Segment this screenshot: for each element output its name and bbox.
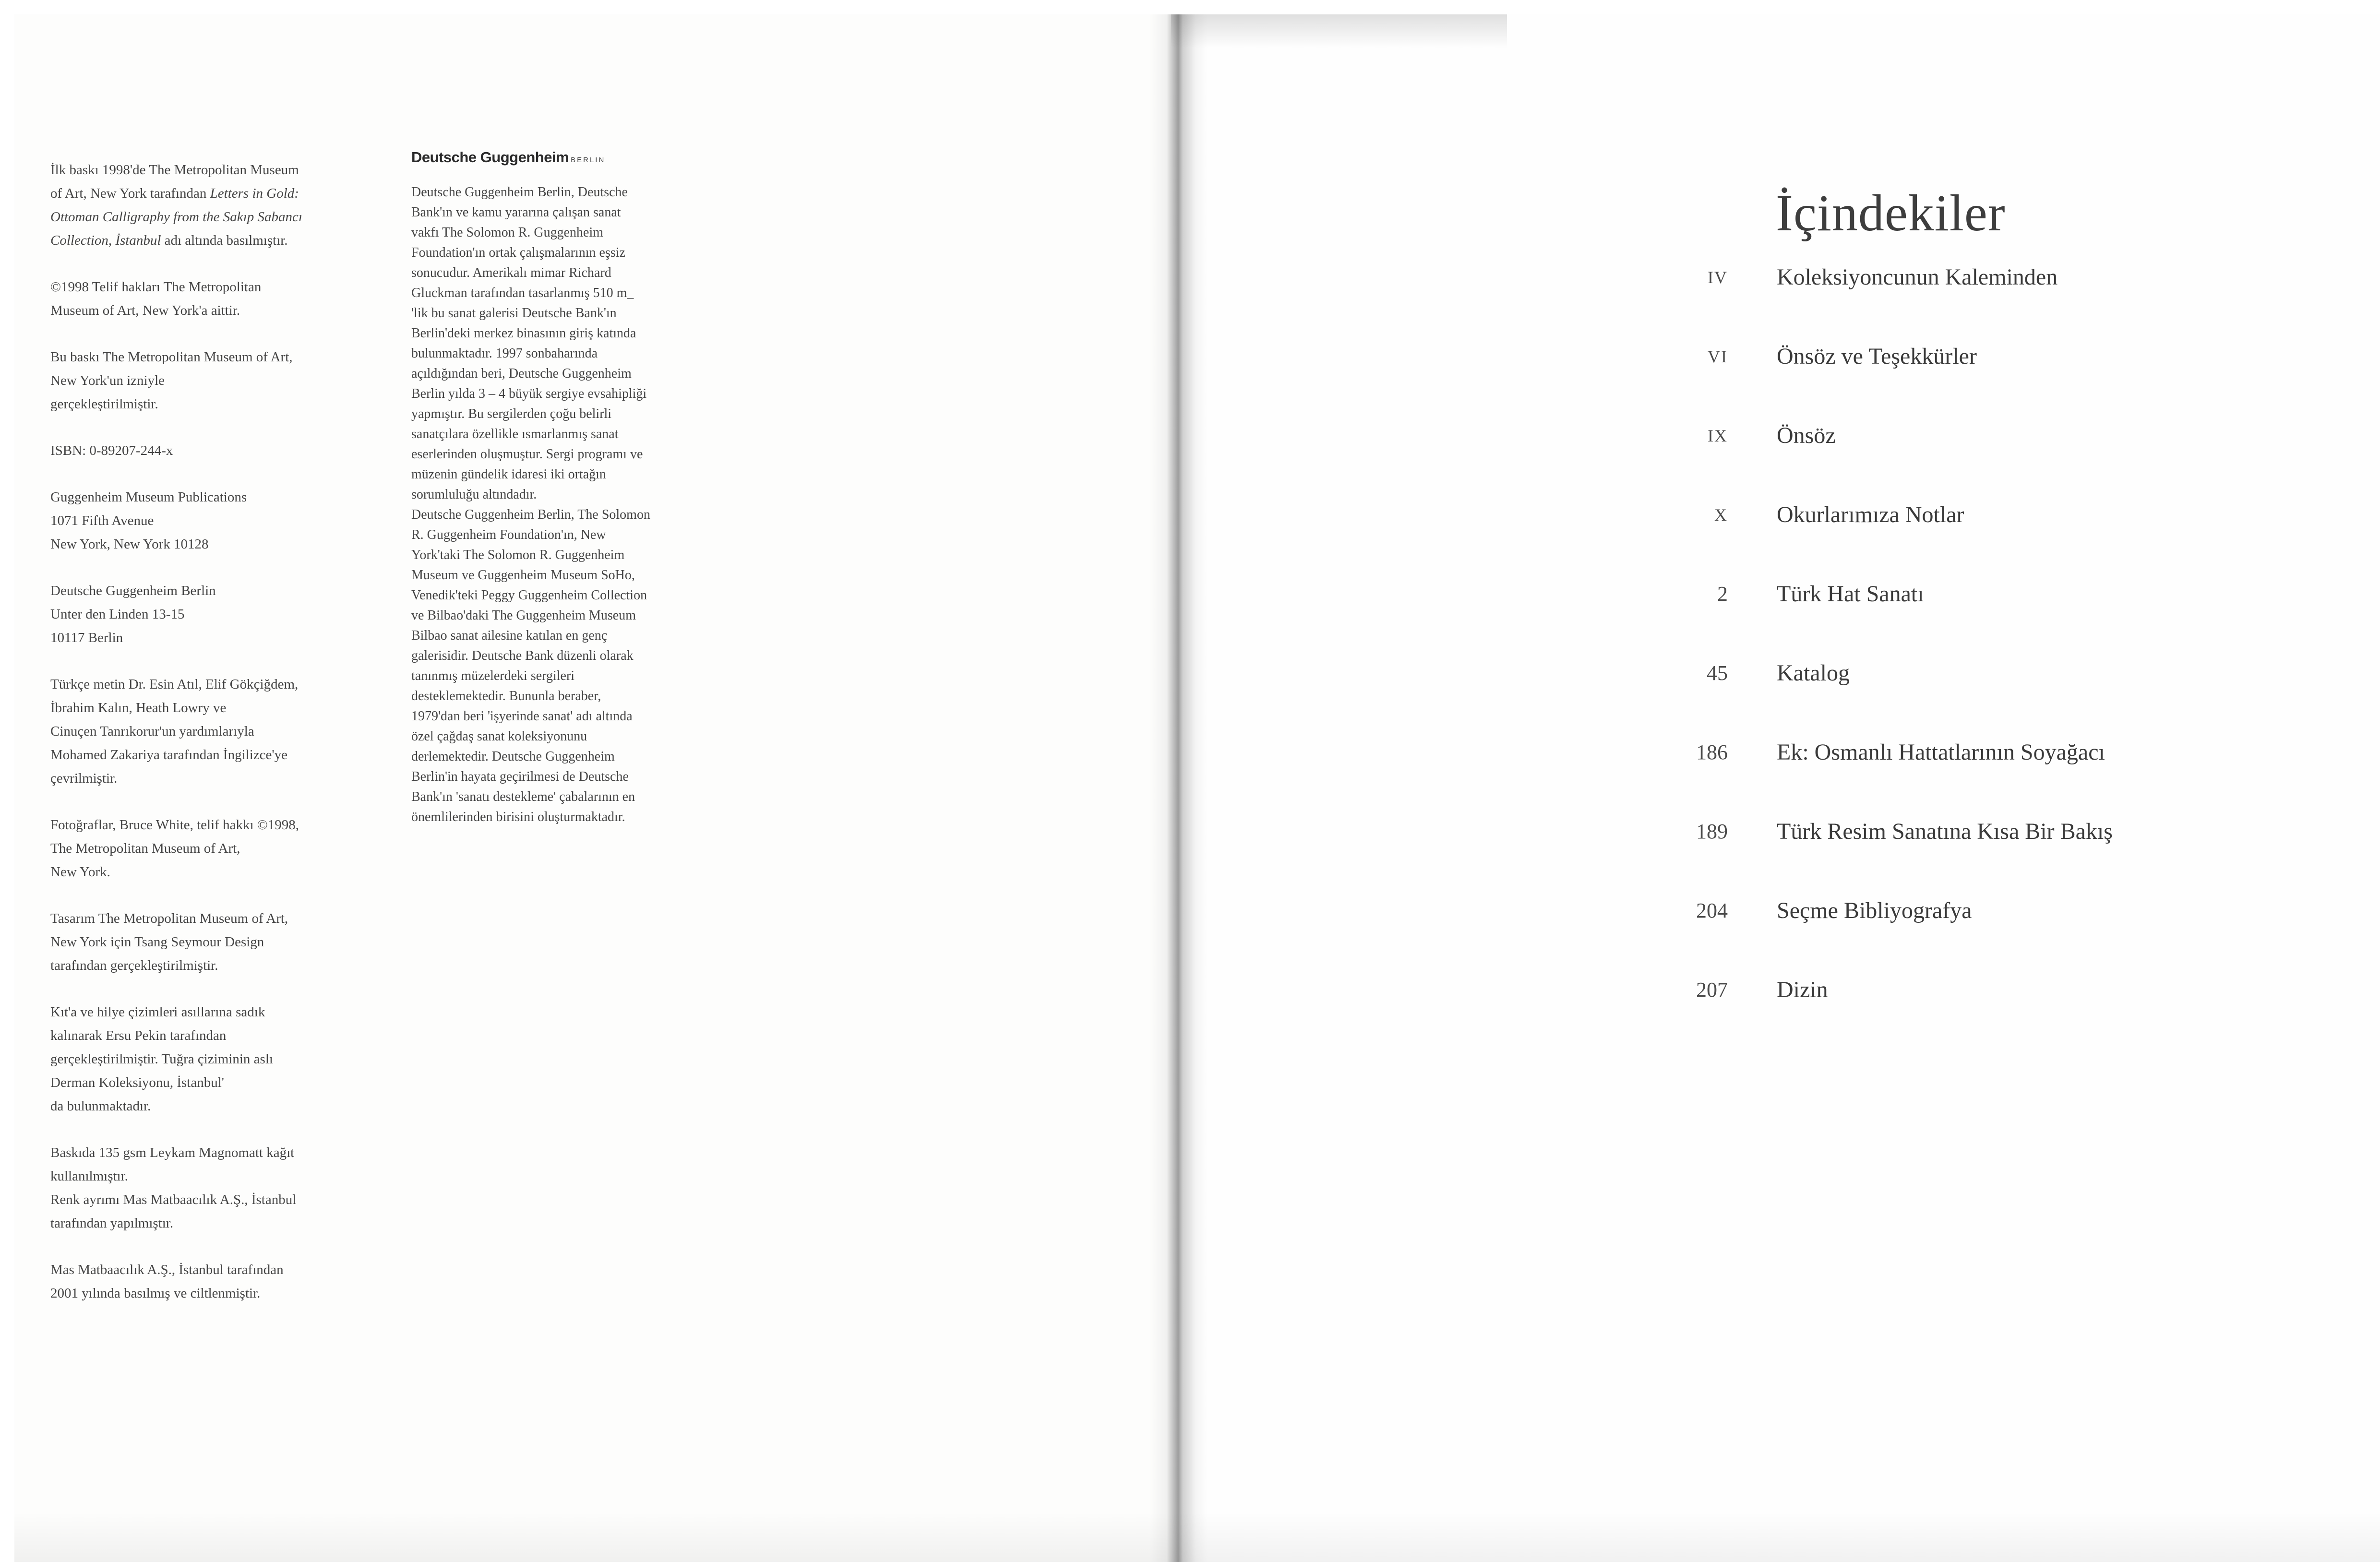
toc-entry[interactable] [1651,971,2304,1009]
colophon-permission: Bu baskı The Metropolitan Museum of Art, New York'un izniyle gerçekleştirilmiştir. [50,349,293,412]
book-gutter [1149,14,1207,1562]
toc-entry[interactable] [1651,496,2304,534]
toc-entry[interactable] [1651,337,2304,376]
colophon-isbn: ISBN: 0-89207-244-x [50,443,173,458]
toc-page-number: 189 [1696,820,1728,843]
toc-page-number: 207 [1696,978,1728,1002]
colophon-copyright: ©1998 Telif hakları The Metropolitan Museum of Art, New York'a aittir. [50,279,262,318]
colophon-photographs: Fotoğraflar, Bruce White, telif hakkı ©1998, The Metropolitan Museum of Art, New York. [50,817,299,880]
toc-page-number: IX [1708,426,1728,445]
page-edge-shadow [1171,14,1507,48]
toc-entry-label: Okurlarımıza Notlar [1777,502,1964,527]
guggenheim-section [411,149,728,827]
colophon-paper: Baskıda 135 gsm Leykam Magnomatt kağıt kullanılmıştır. Renk ayrımı Mas Matbaacılık A.Ş., İstanbul tarafından yapılmıştır. [50,1145,297,1231]
brand-city: BERLIN [571,156,606,164]
toc-page-number: 204 [1696,899,1728,922]
toc-entry-label: Ek: Osmanlı Hattatlarının Soyağacı [1777,739,2105,765]
page-bottom-shadow [14,1512,2380,1562]
toc-entry-label: Türk Hat Sanatı [1777,581,1924,607]
toc-page-number: 45 [1707,661,1728,685]
colophon-publisher-address: Guggenheim Museum Publications 1071 Fifth Avenue New York, New York 10128 [50,489,247,552]
toc-page-number: VI [1708,347,1728,366]
toc-entry[interactable] [1651,733,2304,772]
colophon [50,158,377,1328]
toc-entry-label: Önsöz ve Teşekkürler [1777,344,1977,369]
colophon-first-edition [50,158,377,252]
colophon-text: İlk baskı 1998'de The Metropolitan Museum of Art, New York tarafından [50,162,299,201]
guggenheim-description: Deutsche Guggenheim Berlin, Deutsche Bank'ın ve kamu yararına çalışan sanat vakfı The Solomon R. Guggenheim Foundation'ın ortak çalışmalarının eşsiz sonucudur. Amerikalı mimar Richard Gluckman tarafından tasarlanmış 510 m_ 'lik bu sanat galerisi Deutsche Bank'ın Berlin'deki merkez binasının giriş katında bulunmaktadır. 1997 sonbaharında açıldığından beri, Deutsche Guggenheim Berlin yılda 3 – 4 büyük sergiye evsahipliği yapmıştır. Bu sergilerden çoğu belirli sanatçılara özellikle ısmarlanmış sanat eserlerinden oluşmuştur. Sergi programı ve müzenin gündelik idaresi iki ortağın sorumluluğu altındadır. Deutsche Guggenheim Berlin, The Solomon R. Guggenheim Foundation'ın, New York'taki The Solomon R. Guggenheim Museum ve Guggenheim Museum SoHo, Venedik'teki Peggy Guggenheim Collection ve Bilbao'daki The Guggenheim Museum Bilbao sanat ailesine katılan en genç galerisidir. Deutsche Bank düzenli olarak tanınmış müzelerdeki sergileri desteklemektedir. Bununla beraber, 1979'dan beri 'işyerinde sanat' adı altında özel çağdaş sanat koleksiyonunu derlemektedir. Deutsche Guggenheim Berlin'in hayata geçirilmesi de Deutsche Bank'ın 'sanatı destekleme' çabalarının en önemlilerinden birisini oluşturmaktadır. [411,185,650,824]
toc-page-number: IV [1708,268,1728,287]
toc-entry[interactable] [1651,812,2304,851]
colophon-translation: Türkçe metin Dr. Esin Atıl, Elif Gökçiğdem, İbrahim Kalın, Heath Lowry ve Cinuçen Tanrıkorur'un yardımlarıyla Mohamed Zakariya tarafından İngilizce'ye çevrilmiştir. [50,677,299,786]
toc-entry-label: Katalog [1777,660,1850,686]
toc-entry-label: Koleksiyoncunun Kaleminden [1777,264,2058,290]
toc-entry-label: Önsöz [1777,423,1836,448]
guggenheim-logo [411,149,728,166]
toc-entry-label: Dizin [1777,977,1828,1002]
toc-entry-label: Seçme Bibliyografya [1777,898,1972,923]
toc-entry[interactable] [1651,654,2304,692]
toc-page-number: 2 [1717,582,1728,606]
toc-entry[interactable] [1651,417,2304,455]
toc-entry-label: Türk Resim Sanatına Kısa Bir Bakış [1777,819,2113,844]
toc-title: İçindekiler [1776,185,2006,242]
colophon-drawings: Kıt'a ve hilye çizimleri asıllarına sadık kalınarak Ersu Pekin tarafından gerçekleştirilmiştir. Tuğra çiziminin aslı Derman Koleksiyonu, İstanbul' da bulunmaktadır. [50,1004,273,1114]
toc-page-number: X [1714,505,1728,525]
original-title: Letters in Gold: Ottoman Calligraphy from the Sakıp Sabancı Collection, İstanbul [50,186,302,248]
toc-entry[interactable] [1651,575,2304,613]
toc-entry[interactable] [1651,892,2304,930]
colophon-design: Tasarım The Metropolitan Museum of Art, New York için Tsang Seymour Design tarafından gerçekleştirilmiştir. [50,911,288,973]
toc-entry[interactable] [1651,258,2304,297]
colophon-printing: Mas Matbaacılık A.Ş., İstanbul tarafından 2001 yılında basılmış ve ciltlenmiştir. [50,1262,284,1301]
colophon-berlin-address: Deutsche Guggenheim Berlin Unter den Linden 13-15 10117 Berlin [50,583,216,645]
brand-name: Deutsche Guggenheim [411,149,569,166]
colophon-text: adı altında basılmıştır. [161,233,288,248]
toc-page-number: 186 [1696,740,1728,764]
